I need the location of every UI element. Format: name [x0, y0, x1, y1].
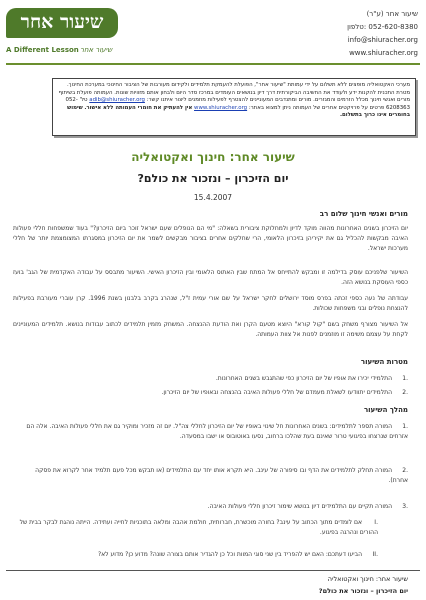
sub-item-text: אם לומדים מתוך הכתוב על עינב? בחורה מוכשרת, חברותית, חולמת אהבה ומלאה בתוכניות לחייה ועתידה. הייתה נוהגת לבקר בבית של ההורים ונהרגה בפיגוע. [19, 519, 378, 536]
goal-item: .1התלמידי יכירו את אופיו של יום הזיכרון כפי שהתגבש בשנים האחרונות. [215, 375, 408, 382]
footer-divider [6, 570, 420, 571]
sub-title: יום הזיכרון – ונזכור את כולם? [137, 172, 289, 185]
process-sub-item: .IIהביעו דעתכם: האם יש להפריד בין שני סוגי המוות וכל כן להגדיר אותם בצורה שונה? מדוע כן? מדוע לא? [97, 551, 378, 558]
paragraph: אל השיעור מצורף משחק בשם "קול קורא" היוצא מטעם הקרן ואת הודעת ההנצחה. המשחק מזמין תלמידים לכתוב עבודות בנושא. תלמידים המעוניינים לקחת על עצמם משימה זו מוזמנים לפנות אל צוות העמותה. [13, 321, 408, 339]
process-sub-item: .Iאם לומדים מתוך הכתוב על עינב? בחורה מוכשרת, חברותית, חולמת אהבה ומלאה בתוכניות לחייה ועתידה. הייתה נוהגת לבקר בבית של ההורים ונהרגה בפיגוע. [19, 519, 378, 536]
date: 15.4.2007 [193, 193, 233, 202]
main-title: שיעור אחר: חינוך ואקטואליה [131, 150, 295, 164]
contact-block [278, 8, 418, 60]
paragraph: עבודתה של נעה כספי זכתה בפרס מוסד ירושלים לחקר ישראל על שם אורי עמית ז"ל, שנהרג בקרב בלבנון בשנת 1996. קרן עוברי מעורבת בפעילות להנצחת נופלים ובני משפחות שכולות. [13, 295, 409, 313]
process-heading: מהלך השיעור [363, 406, 408, 414]
notice-email-link[interactable]: adib@shiuracher.org [89, 97, 145, 104]
salutation: מורים ואנשי חינוך שלום רב [319, 210, 408, 218]
process-text: המורה תחלק לתלמידים את הדף ובו סיפורה של עינב. היא תקרא אותו יחד עם התלמידים (או תבקש מכל פעם תלמיד אחר לקרוא את פסקה אחרת). [35, 467, 408, 484]
website[interactable]: www.shiuracher.org [349, 49, 418, 57]
phone: 052-620-8380 :טלפון [347, 23, 418, 31]
notice-box [52, 78, 416, 136]
process-item: .2המורה תחלק לתלמידים את הדף ובו סיפורה של עינב. היא תקרא אותו יחד עם התלמידים (או תבקש מכל פעם תלמיד אחר לקרוא את פסקה אחרת). [35, 467, 408, 484]
notice-line-6: פרטים על פרויקטים אחרים של העמותה ניתן למצוא באתר: [248, 104, 385, 111]
notice-line-3: סדר היום ולבחון אותם מזוויות שונות. העמותה פועלת בשיתוף מורים ואנשי חינוך מכלל הזרמים והמגזרים. [58, 89, 410, 104]
footer-line-2: יום הזיכרון – ונזכור את כולם? [318, 587, 408, 595]
paragraph: השיעור שלפניכם עוסק בדילמה זו ומבקש להתייחס אל המתח שבין האתוס הלאומי ובין הזיכרון האישי. השיעור מתבסס על עבודה האקדמית של הגב' בועז כספי העוסקת בנושא הזה. [13, 269, 408, 287]
footer-line-1: שיעור אחר: חינוך ואקטואליה [327, 575, 408, 583]
paragraph: יום הזיכרון בשנים האחרונות מהווה מוקד לדיון ולמחלוקת ציבורית בשאלה: "מי הם הנופלים שעם ישראל זוכר ביום הזיכרון?" בעוד שמשפחות חללי פעולות האיבה מבקשות להכליל גם את יקיריהן בזיכרון הלאומי, הרי שחלקים אחרים בציבור מבקשים לשמר את יום הזיכרון במסגרתו המצומצמת יותר של חללי מערכות ישראל. [13, 225, 408, 253]
goal-item: .2התלמידים יתוודעו לשאלת מעמדם של חללי פעולות האיבה בהנצחה ובאופיו של יום הזיכרון. [161, 389, 408, 396]
notice-line-4: מורים ומתנדבים המעוניינים להצטרף לפעילות מוזמנים ליצור איתנו קשר: [146, 97, 312, 104]
notice-line-7-bold: שימוש בחומרים אינו כרוך בתשלום. [67, 104, 410, 119]
process-text: המורה תספר לתלמידים: בשנים האחרונות חל שינוי באופיו של יום הזיכרון לחללי צה"ל. יום זה מזכיר ומוקיר גם את חללי פעולות האיבה. אלה הם אזרחים שנרצחו בפיגועי טרור שאינם בעת שהלכו ברחוב, נסעו באוטובוס או ישבו במסעדה. [26, 423, 408, 440]
logo [6, 8, 118, 48]
logo-subtitle-he: שיעור אחר [80, 46, 113, 54]
notice-site-link[interactable]: www.shiuracher.org [194, 104, 248, 111]
process-item: .1המורה תספר לתלמידים: בשנים האחרונות חל שינוי באופיו של יום הזיכרון לחללי צה"ל. יום זה מזכיר ומוקיר גם את חללי פעולות האיבה. אלה הם אזרחים שנרצחו בפיגועי טרור שאינם בעת שהלכו ברחוב, נסעו באוטובוס או ישבו במסעדה. [26, 423, 408, 440]
goals-heading: מטרות השיעור [360, 358, 408, 366]
email[interactable]: info@shiuracher.org [347, 36, 418, 44]
notice-line-1: מערכי האקטואליה מופצים ללא תשלום על ידי עמותת "שיעור אחר", הפועלת להעמקת תלמידים ולקידום מעורבות של הציבור [124, 82, 410, 88]
notice-line-7: אין להעתיק את חומרי העמותה ללא אישור. [84, 104, 193, 111]
goal-text: התלמידים יתוודעו לשאלת מעמדם של חללי פעולות האיבה בהנצחה ובאופיו של יום הזיכרון. [161, 389, 392, 396]
process-text: המורה תקיים עם התלמידים דיון בנושא שימור זיכרון חללי פעולות האיבה. [207, 503, 392, 510]
notice-line-5: טל' 052-6208363 [65, 97, 410, 111]
sub-item-text: הביעו דעתכם: האם יש להפריד בין שני סוגי המוות וכל כן להגדיר אותם בצורה שונה? מדוע כן? מדוע לא? [97, 551, 362, 558]
header-divider [6, 63, 420, 65]
process-item: .3המורה תקיים עם התלמידים דיון בנושא שימור זיכרון חללי פעולות האיבה. [207, 503, 408, 510]
org-name: שיעור אחר (ע"ר) [366, 10, 418, 18]
logo-subtitle-en: A Different Lesson [6, 46, 79, 54]
goal-text: התלמידי יכירו את אופיו של יום הזיכרון כפי שהתגבש בשנים האחרונות. [215, 375, 392, 382]
logo-text: שיעור אחר [20, 11, 104, 33]
footer [319, 573, 408, 597]
notice-line-2: החינוכי במערכת החינוך. מטרת התכנית להקנות ידע ולעודד את החשיבה הביקורתית דרך דיון בנושאים העומדים במרכז [66, 82, 410, 96]
